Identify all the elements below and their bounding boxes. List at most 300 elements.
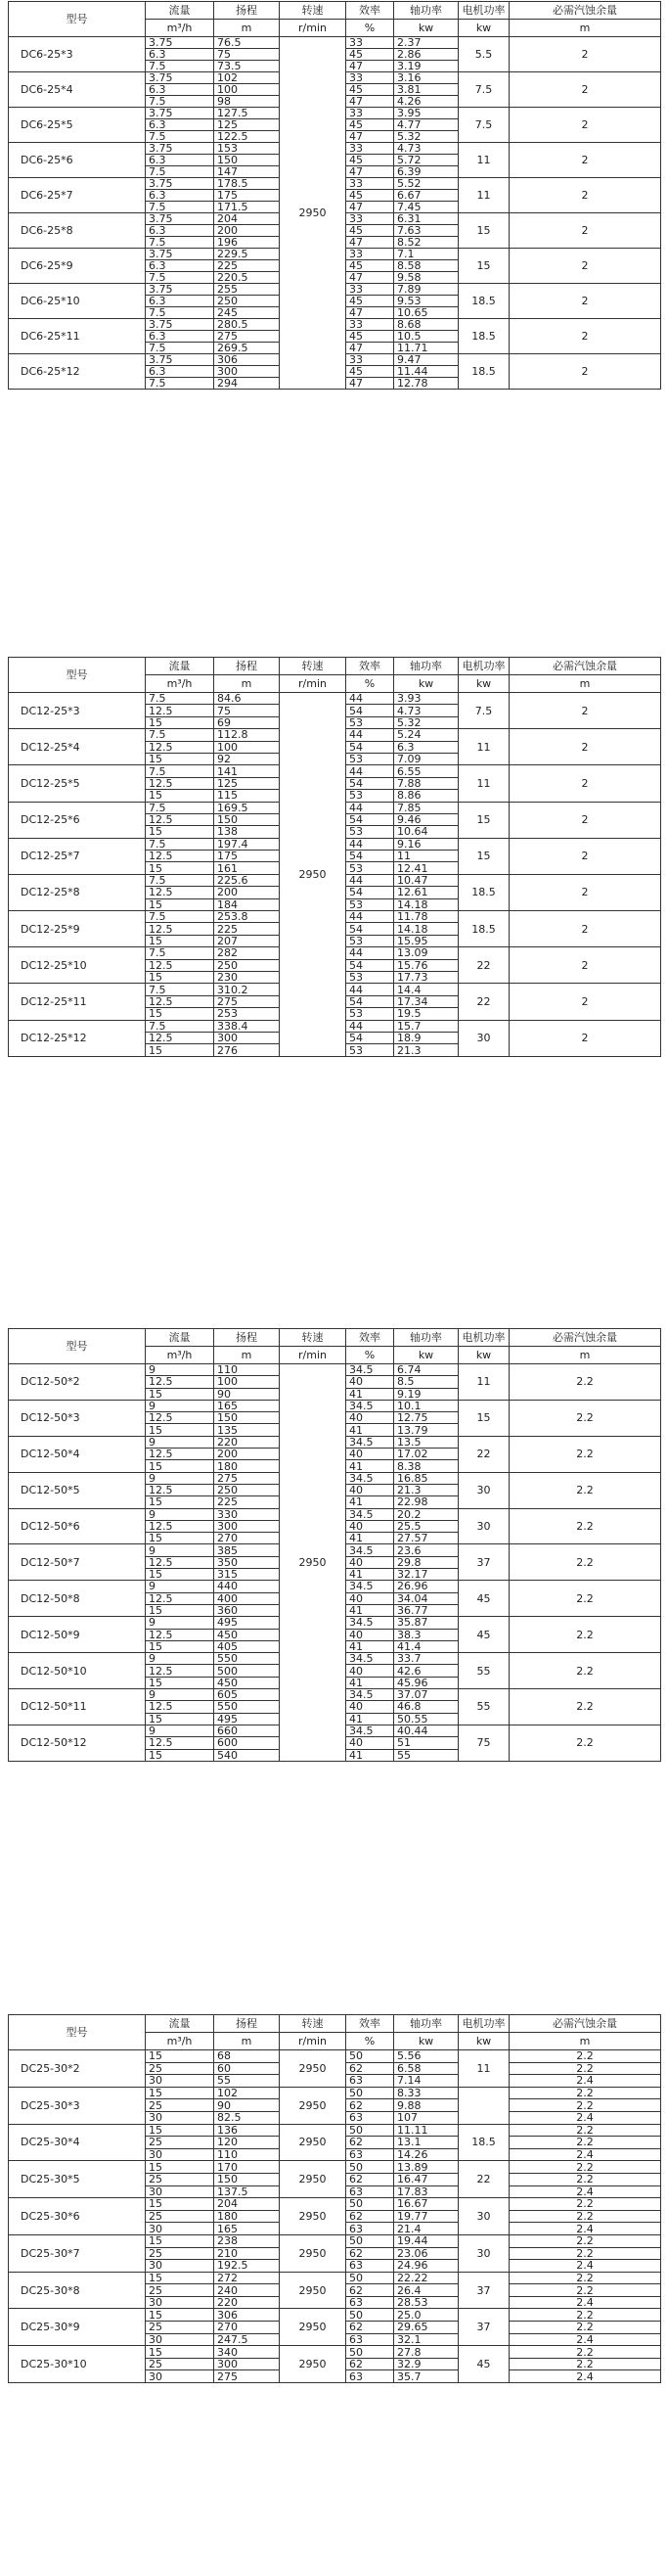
header-shaft-power-unit: kw (394, 675, 459, 693)
flow-cell: 15 (146, 1460, 214, 1472)
shaft-power-cell: 35.87 (394, 1617, 459, 1629)
flow-cell: 7.5 (146, 272, 214, 284)
flow-cell: 12.5 (146, 851, 214, 862)
npsh-cell: 2.4 (510, 2148, 661, 2161)
efficiency-cell: 62 (346, 2284, 394, 2297)
shaft-power-cell: 5.32 (394, 716, 459, 728)
head-cell: 225.6 (214, 874, 280, 886)
efficiency-cell: 34.5 (346, 1400, 394, 1411)
npsh-cell: 2 (510, 911, 661, 947)
model-name: DC6-25*8 (9, 213, 146, 249)
head-cell: 225 (214, 1496, 280, 1508)
head-cell: 540 (214, 1749, 280, 1761)
efficiency-cell: 47 (346, 202, 394, 213)
efficiency-cell: 47 (346, 272, 394, 284)
efficiency-cell: 41 (346, 1569, 394, 1581)
flow-cell: 15 (146, 1677, 214, 1688)
efficiency-cell: 63 (346, 2223, 394, 2235)
flow-cell: 15 (146, 2346, 214, 2359)
shaft-power-cell: 4.77 (394, 119, 459, 131)
model-name: DC12-50*2 (9, 1364, 146, 1401)
speed-cell: 2950 (280, 2124, 346, 2161)
header-npsh: 必需汽蚀余量 (510, 2, 661, 20)
efficiency-cell: 53 (346, 898, 394, 910)
flow-cell: 12.5 (146, 1737, 214, 1749)
flow-cell: 3.75 (146, 37, 214, 49)
model-name: DC6-25*3 (9, 37, 146, 72)
npsh-cell: 2.4 (510, 2260, 661, 2273)
efficiency-cell: 63 (346, 2260, 394, 2273)
efficiency-cell: 54 (346, 1032, 394, 1043)
flow-cell: 12.5 (146, 1556, 214, 1568)
shaft-power-cell: 10.64 (394, 826, 459, 838)
npsh-cell: 2 (510, 284, 661, 319)
shaft-power-cell: 107 (394, 2111, 459, 2124)
efficiency-cell: 54 (346, 995, 394, 1007)
head-cell: 600 (214, 1737, 280, 1749)
motor-power-cell: 7.5 (459, 693, 510, 729)
efficiency-cell: 62 (346, 2173, 394, 2185)
model-name: DC6-25*7 (9, 178, 146, 213)
header-model: 型号 (9, 1329, 146, 1364)
header-speed-unit: r/min (280, 1347, 346, 1364)
model-name: DC12-50*6 (9, 1508, 146, 1544)
head-cell: 138 (214, 826, 280, 838)
efficiency-cell: 53 (346, 862, 394, 874)
efficiency-cell: 44 (346, 729, 394, 741)
motor-power-cell: 11 (459, 765, 510, 802)
npsh-cell: 2.2 (510, 2322, 661, 2334)
npsh-cell: 2.2 (510, 2099, 661, 2112)
header-head: 扬程 (214, 658, 280, 675)
efficiency-cell: 44 (346, 947, 394, 959)
motor-power-cell: 18.5 (459, 911, 510, 947)
flow-cell: 7.5 (146, 202, 214, 213)
flow-cell: 12.5 (146, 1484, 214, 1495)
efficiency-cell: 40 (346, 1701, 394, 1713)
shaft-power-cell: 11 (394, 851, 459, 862)
flow-cell: 3.75 (146, 354, 214, 366)
shaft-power-cell: 5.52 (394, 178, 459, 190)
shaft-power-cell: 26.4 (394, 2284, 459, 2297)
motor-power-cell: 37 (459, 1544, 510, 1581)
efficiency-cell: 33 (346, 354, 394, 366)
flow-cell: 7.5 (146, 838, 214, 850)
shaft-power-cell: 4.73 (394, 143, 459, 155)
head-cell: 310.2 (214, 984, 280, 995)
head-cell: 210 (214, 2247, 280, 2260)
npsh-cell: 2.2 (510, 1508, 661, 1544)
npsh-cell: 2.4 (510, 2111, 661, 2124)
flow-cell: 9 (146, 1364, 214, 1376)
flow-cell: 3.75 (146, 249, 214, 260)
flow-cell: 9 (146, 1725, 214, 1736)
shaft-power-cell: 24.96 (394, 2260, 459, 2273)
flow-cell: 9 (146, 1544, 214, 1556)
flow-cell: 15 (146, 2272, 214, 2284)
model-name: DC25-30*6 (9, 2198, 146, 2235)
flow-cell: 7.5 (146, 61, 214, 72)
header-efficiency: 效率 (346, 1329, 394, 1347)
speed-cell: 2950 (280, 2346, 346, 2383)
motor-power-cell: 18.5 (459, 284, 510, 319)
motor-power-cell: 37 (459, 2272, 510, 2309)
shaft-power-cell: 22.22 (394, 2272, 459, 2284)
head-cell: 250 (214, 296, 280, 307)
motor-power-cell: 55 (459, 1653, 510, 1689)
head-cell: 276 (214, 1044, 280, 1056)
head-cell: 253.8 (214, 911, 280, 923)
flow-cell: 12.5 (146, 1629, 214, 1640)
head-cell: 141 (214, 765, 280, 777)
head-cell: 229.5 (214, 249, 280, 260)
shaft-power-cell: 35.7 (394, 2370, 459, 2383)
motor-power-cell: 11 (459, 2050, 510, 2088)
model-name: DC12-50*12 (9, 1725, 146, 1761)
flow-cell: 15 (146, 1424, 214, 1436)
head-cell: 338.4 (214, 1020, 280, 1032)
flow-cell: 15 (146, 2124, 214, 2137)
efficiency-cell: 62 (346, 2322, 394, 2334)
efficiency-cell: 54 (346, 959, 394, 971)
npsh-cell: 2.2 (510, 2234, 661, 2247)
efficiency-cell: 63 (346, 2075, 394, 2088)
model-name: DC12-25*10 (9, 947, 146, 984)
header-speed: 转速 (280, 658, 346, 675)
efficiency-cell: 44 (346, 984, 394, 995)
head-cell: 175 (214, 190, 280, 202)
motor-power-cell: 30 (459, 2234, 510, 2272)
model-name: DC12-50*3 (9, 1400, 146, 1436)
npsh-cell: 2.2 (510, 1581, 661, 1617)
efficiency-cell: 44 (346, 1020, 394, 1032)
shaft-power-cell: 9.19 (394, 1388, 459, 1400)
shaft-power-cell: 7.45 (394, 202, 459, 213)
head-cell: 112.8 (214, 729, 280, 741)
npsh-cell: 2 (510, 729, 661, 765)
efficiency-cell: 45 (346, 119, 394, 131)
shaft-power-cell: 32.9 (394, 2358, 459, 2370)
head-cell: 102 (214, 2087, 280, 2099)
shaft-power-cell: 27.8 (394, 2346, 459, 2359)
table-row (9, 2050, 661, 2063)
head-cell: 220.5 (214, 272, 280, 284)
model-name: DC25-30*7 (9, 2234, 146, 2272)
flow-cell: 30 (146, 2260, 214, 2273)
efficiency-cell: 44 (346, 911, 394, 923)
efficiency-cell: 47 (346, 378, 394, 390)
head-cell: 253 (214, 1008, 280, 1020)
npsh-cell: 2.2 (510, 1400, 661, 1436)
flow-cell: 9 (146, 1653, 214, 1665)
flow-cell: 3.75 (146, 108, 214, 119)
shaft-power-cell: 4.26 (394, 96, 459, 108)
npsh-cell: 2.4 (510, 2370, 661, 2383)
npsh-cell: 2 (510, 108, 661, 143)
head-cell: 315 (214, 1569, 280, 1581)
head-cell: 122.5 (214, 131, 280, 143)
head-cell: 161 (214, 862, 280, 874)
shaft-power-cell: 19.77 (394, 2210, 459, 2223)
shaft-power-cell: 12.75 (394, 1412, 459, 1424)
flow-cell: 7.5 (146, 984, 214, 995)
head-cell: 92 (214, 753, 280, 764)
header-speed-unit: r/min (280, 20, 346, 37)
header-model: 型号 (9, 2015, 146, 2050)
efficiency-cell: 50 (346, 2161, 394, 2174)
flow-cell: 25 (146, 2210, 214, 2223)
header-npsh-unit: m (510, 2033, 661, 2050)
head-cell: 300 (214, 2358, 280, 2370)
shaft-power-cell: 33.7 (394, 1653, 459, 1665)
efficiency-cell: 45 (346, 260, 394, 272)
shaft-power-cell: 12.61 (394, 887, 459, 898)
header-efficiency: 效率 (346, 2015, 394, 2033)
efficiency-cell: 40 (346, 1737, 394, 1749)
efficiency-cell: 41 (346, 1424, 394, 1436)
flow-cell: 7.5 (146, 802, 214, 813)
flow-cell: 15 (146, 935, 214, 946)
flow-cell: 6.3 (146, 225, 214, 237)
shaft-power-cell: 14.4 (394, 984, 459, 995)
header-flow: 流量 (146, 2015, 214, 2033)
speed-cell: 2950 (280, 2161, 346, 2198)
model-name: DC12-50*9 (9, 1617, 146, 1653)
model-name: DC25-30*5 (9, 2161, 146, 2198)
shaft-power-cell: 6.31 (394, 213, 459, 225)
flow-cell: 25 (146, 2247, 214, 2260)
header-flow: 流量 (146, 2, 214, 20)
head-cell: 275 (214, 995, 280, 1007)
motor-power-cell: 37 (459, 2309, 510, 2346)
npsh-cell: 2.2 (510, 1725, 661, 1761)
efficiency-cell: 34.5 (346, 1436, 394, 1448)
efficiency-cell: 63 (346, 2296, 394, 2309)
flow-cell: 6.3 (146, 366, 214, 378)
head-cell: 250 (214, 1484, 280, 1495)
flow-cell: 12.5 (146, 1449, 214, 1460)
npsh-cell: 2 (510, 249, 661, 284)
npsh-cell: 2.4 (510, 2296, 661, 2309)
head-cell: 169.5 (214, 802, 280, 813)
efficiency-cell: 50 (346, 2234, 394, 2247)
header-speed: 转速 (280, 1329, 346, 1347)
shaft-power-cell: 10.65 (394, 307, 459, 319)
shaft-power-cell: 15.76 (394, 959, 459, 971)
head-cell: 275 (214, 331, 280, 343)
efficiency-cell: 40 (346, 1592, 394, 1604)
model-name: DC12-25*11 (9, 984, 146, 1020)
efficiency-cell: 41 (346, 1496, 394, 1508)
flow-cell: 12.5 (146, 923, 214, 935)
shaft-power-cell: 7.14 (394, 2075, 459, 2088)
head-cell: 207 (214, 935, 280, 946)
shaft-power-cell: 13.1 (394, 2137, 459, 2149)
motor-power-cell: 18.5 (459, 354, 510, 390)
head-cell: 275 (214, 2370, 280, 2383)
npsh-cell: 2.2 (510, 2346, 661, 2359)
head-cell: 330 (214, 1508, 280, 1520)
header-npsh-unit: m (510, 20, 661, 37)
shaft-power-cell: 25.0 (394, 2309, 459, 2322)
header-efficiency: 效率 (346, 2, 394, 20)
head-cell: 68 (214, 2050, 280, 2063)
head-cell: 495 (214, 1713, 280, 1725)
efficiency-cell: 41 (346, 1713, 394, 1725)
header-speed-unit: r/min (280, 675, 346, 693)
motor-power-cell: 22 (459, 947, 510, 984)
head-cell: 84.6 (214, 693, 280, 705)
head-cell: 175 (214, 851, 280, 862)
head-cell: 200 (214, 887, 280, 898)
header-shaft-power: 轴功率 (394, 1329, 459, 1347)
head-cell: 450 (214, 1677, 280, 1688)
speed-cell: 2950 (280, 2234, 346, 2272)
efficiency-cell: 54 (346, 851, 394, 862)
spec-table-dc6-25 (8, 1, 661, 390)
head-cell: 245 (214, 307, 280, 319)
efficiency-cell: 62 (346, 2358, 394, 2370)
shaft-power-cell: 10.5 (394, 331, 459, 343)
efficiency-cell: 47 (346, 343, 394, 354)
model-name: DC12-50*10 (9, 1653, 146, 1689)
motor-power-cell: 22 (459, 1436, 510, 1472)
shaft-power-cell: 17.83 (394, 2185, 459, 2198)
flow-cell: 7.5 (146, 947, 214, 959)
efficiency-cell: 44 (346, 874, 394, 886)
head-cell: 150 (214, 1412, 280, 1424)
npsh-cell: 2.2 (510, 2284, 661, 2297)
header-motor-power-unit: kw (459, 675, 510, 693)
flow-cell: 9 (146, 1689, 214, 1701)
motor-power-cell: 30 (459, 1472, 510, 1508)
model-name: DC12-50*11 (9, 1689, 146, 1725)
flow-cell: 25 (146, 2137, 214, 2149)
efficiency-cell: 40 (346, 1665, 394, 1677)
efficiency-cell: 45 (346, 155, 394, 166)
head-cell: 660 (214, 1725, 280, 1736)
shaft-power-cell: 3.16 (394, 72, 459, 84)
flow-cell: 6.3 (146, 296, 214, 307)
head-cell: 605 (214, 1689, 280, 1701)
head-cell: 90 (214, 1388, 280, 1400)
motor-power-cell: 11 (459, 729, 510, 765)
shaft-power-cell: 8.68 (394, 319, 459, 331)
head-cell: 165 (214, 2223, 280, 2235)
head-cell: 247.5 (214, 2333, 280, 2346)
npsh-cell: 2.4 (510, 2333, 661, 2346)
header-efficiency-unit: % (346, 675, 394, 693)
shaft-power-cell: 9.46 (394, 813, 459, 825)
flow-cell: 15 (146, 790, 214, 802)
model-name: DC6-25*4 (9, 72, 146, 108)
header-shaft-power-unit: kw (394, 1347, 459, 1364)
shaft-power-cell: 4.73 (394, 705, 459, 716)
header-efficiency-unit: % (346, 1347, 394, 1364)
flow-cell: 15 (146, 2309, 214, 2322)
efficiency-cell: 54 (346, 813, 394, 825)
flow-cell: 15 (146, 1604, 214, 1616)
efficiency-cell: 50 (346, 2309, 394, 2322)
shaft-power-cell: 23.6 (394, 1544, 459, 1556)
flow-cell: 9 (146, 1400, 214, 1411)
shaft-power-cell: 11.78 (394, 911, 459, 923)
flow-cell: 12.5 (146, 887, 214, 898)
shaft-power-cell: 6.3 (394, 741, 459, 753)
efficiency-cell: 40 (346, 1376, 394, 1388)
motor-power-cell: 11 (459, 143, 510, 178)
head-cell: 220 (214, 1436, 280, 1448)
head-cell: 255 (214, 284, 280, 296)
flow-cell: 7.5 (146, 131, 214, 143)
flow-cell: 6.3 (146, 331, 214, 343)
flow-cell: 15 (146, 862, 214, 874)
flow-cell: 12.5 (146, 777, 214, 789)
head-cell: 197.4 (214, 838, 280, 850)
shaft-power-cell: 29.65 (394, 2322, 459, 2334)
npsh-cell: 2.2 (510, 2050, 661, 2063)
header-npsh: 必需汽蚀余量 (510, 658, 661, 675)
model-name: DC12-25*3 (9, 693, 146, 729)
table-row (9, 1364, 661, 1376)
flow-cell: 15 (146, 898, 214, 910)
header-motor-power-unit: kw (459, 1347, 510, 1364)
flow-cell: 6.3 (146, 49, 214, 61)
header-head-unit: m (214, 2033, 280, 2050)
efficiency-cell: 45 (346, 296, 394, 307)
shaft-power-cell: 13.89 (394, 2161, 459, 2174)
npsh-cell: 2.2 (510, 2309, 661, 2322)
npsh-cell: 2 (510, 1020, 661, 1056)
shaft-power-cell: 7.88 (394, 777, 459, 789)
npsh-cell: 2 (510, 802, 661, 838)
head-cell: 147 (214, 166, 280, 178)
shaft-power-cell: 15.95 (394, 935, 459, 946)
npsh-cell: 2 (510, 178, 661, 213)
head-cell: 270 (214, 2322, 280, 2334)
shaft-power-cell: 6.39 (394, 166, 459, 178)
header-npsh-unit: m (510, 1347, 661, 1364)
motor-power-cell: 11 (459, 1364, 510, 1401)
flow-cell: 3.75 (146, 178, 214, 190)
head-cell: 184 (214, 898, 280, 910)
flow-cell: 25 (146, 2062, 214, 2075)
header-shaft-power-unit: kw (394, 2033, 459, 2050)
efficiency-cell: 33 (346, 37, 394, 49)
shaft-power-cell: 40.44 (394, 1725, 459, 1736)
flow-cell: 15 (146, 1713, 214, 1725)
head-cell: 110 (214, 2148, 280, 2161)
head-cell: 75 (214, 705, 280, 716)
efficiency-cell: 34.5 (346, 1689, 394, 1701)
efficiency-cell: 54 (346, 887, 394, 898)
efficiency-cell: 53 (346, 790, 394, 802)
flow-cell: 30 (146, 2296, 214, 2309)
header-shaft-power: 轴功率 (394, 658, 459, 675)
npsh-cell: 2.2 (510, 2198, 661, 2211)
flow-cell: 7.5 (146, 237, 214, 249)
shaft-power-cell: 22.98 (394, 1496, 459, 1508)
head-cell: 170 (214, 2161, 280, 2174)
model-name: DC12-50*4 (9, 1436, 146, 1472)
efficiency-cell: 33 (346, 213, 394, 225)
header-flow-unit: m³/h (146, 1347, 214, 1364)
head-cell: 200 (214, 225, 280, 237)
flow-cell: 15 (146, 2198, 214, 2211)
efficiency-cell: 34.5 (346, 1581, 394, 1592)
motor-power-cell: 18.5 (459, 874, 510, 910)
speed-cell: 2950 (280, 2309, 346, 2346)
